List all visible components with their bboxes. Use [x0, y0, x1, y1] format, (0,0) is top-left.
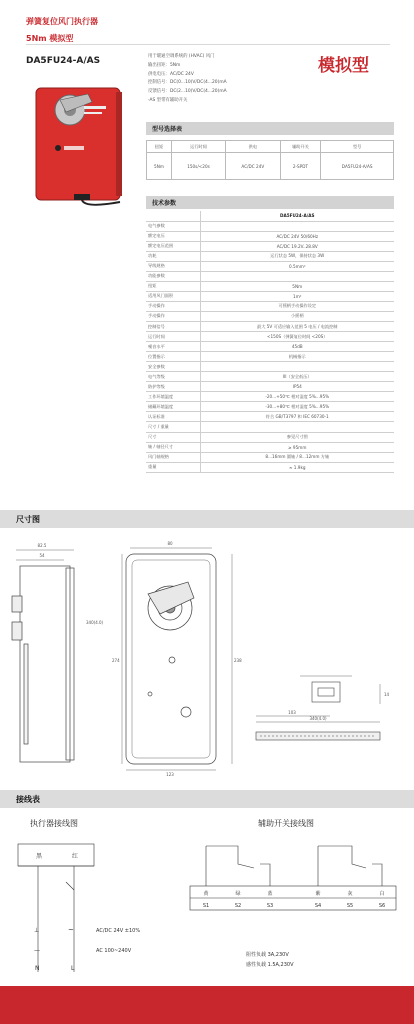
spec-value: 0.5mm²: [200, 261, 394, 271]
spec-key: [146, 211, 200, 221]
spec-value: IP54: [200, 382, 394, 392]
specs-table: [146, 211, 394, 473]
spec-key: 功耗: [146, 251, 200, 261]
spec-key: 额定电压范围: [146, 241, 200, 251]
spec-value: -20...+50℃ 相对湿度 5%...95%: [200, 392, 394, 402]
spec-key: 工作环境温度: [146, 392, 200, 402]
spec-key: 重量: [146, 462, 200, 472]
supply-230v-label: AC 100~240V: [96, 948, 132, 954]
spec-key: 额定电压: [146, 231, 200, 241]
table-row: [146, 281, 394, 291]
table-row: [146, 422, 394, 432]
description-line: -AS 型带有辅助开关: [148, 97, 188, 103]
spec-value: 1m²: [200, 291, 394, 301]
dim-label: 80: [167, 541, 173, 546]
spec-value: 8...16mm 圆轴 / 8...12mm 方轴: [200, 452, 394, 462]
table-header-cell: 供电: [226, 141, 281, 153]
side-view-drawing: [12, 550, 74, 762]
specs-header: [146, 196, 394, 209]
spec-value: [200, 422, 394, 432]
page-title: 弹簧复位风门执行器: [26, 17, 98, 26]
spec-key: 储藏环境温度: [146, 402, 200, 412]
table-header-cell: 扭矩: [147, 141, 172, 153]
wiring-title: 接线表: [16, 795, 40, 804]
spec-key: 风门轴规格: [146, 452, 200, 462]
switch-terminal: S4: [314, 903, 322, 909]
switch-terminal: S2: [234, 903, 242, 909]
ground-symbol: ⊥: [34, 927, 40, 934]
rating-line: 感性负载 1.5A,230V: [246, 962, 294, 968]
switch-wire-color: 紫: [315, 891, 321, 897]
neutral-label: N: [35, 965, 40, 972]
spec-key: 安全参数: [146, 362, 200, 372]
wire-color: 红: [72, 853, 79, 860]
dim-label: 238: [234, 658, 242, 663]
table-row: [146, 251, 394, 261]
table-cell: 5Nm: [147, 153, 172, 180]
dimensions-title: 尺寸图: [16, 515, 40, 524]
switch-terminal-cells: [203, 890, 385, 909]
dim-label: 123: [166, 772, 174, 777]
dim-label: 340(4.0): [86, 620, 104, 625]
spec-key: 电气等级: [146, 372, 200, 382]
table-row: [146, 362, 394, 372]
spec-key: 尺寸 / 重量: [146, 422, 200, 432]
table-cell: AC/DC 24V: [226, 153, 281, 180]
spec-key: 手动操作: [146, 311, 200, 321]
switch-wire-color: 白: [379, 891, 385, 897]
table-header-row: [147, 141, 394, 153]
table-row: [146, 261, 394, 271]
table-cell: 2-SPDT: [280, 153, 321, 180]
spec-key: 尺寸: [146, 432, 200, 442]
page-subtitle: 5Nm 模拟型: [26, 34, 74, 43]
dim-label: 274: [112, 658, 120, 663]
table-row: [146, 452, 394, 462]
spec-key: 防护等级: [146, 382, 200, 392]
description-line: 用于暖通空调系统的 (HVAC) 风门: [148, 54, 215, 59]
dimension-drawing: [0, 534, 414, 784]
switch-wiring-title: 辅助开关接线图: [258, 819, 314, 828]
spec-value: 参见尺寸图: [200, 432, 394, 442]
actuator-photo: [28, 82, 136, 208]
spec-key: 位置指示: [146, 352, 200, 362]
spec-value: 小摇柄: [200, 311, 394, 321]
table-header-cell: 辅助开关: [280, 141, 321, 153]
table-cell: 150s/<20s: [171, 153, 225, 180]
spec-value: [200, 362, 394, 372]
spec-value: 可摇柄手动操作设定: [200, 301, 394, 311]
selection-title: 型号选择表: [152, 126, 183, 133]
spec-value: 机械指示: [200, 352, 394, 362]
wire-color: 黑: [36, 853, 43, 860]
table-row: [146, 402, 394, 412]
spec-key: 电气参数: [146, 221, 200, 231]
spec-value: 符合 GB/T3797 和 IEC 60730-1: [200, 412, 394, 422]
dim-label: 14: [384, 692, 390, 697]
live-label: L: [71, 965, 75, 972]
dim-label: 54: [39, 553, 45, 558]
spec-value: 45dB: [200, 342, 394, 352]
table-header-cell: 运行时间: [171, 141, 225, 153]
table-row: [146, 311, 394, 321]
selection-table: [146, 140, 394, 180]
spec-key: 轴 / 轴径尺寸: [146, 442, 200, 452]
table-row: [146, 301, 394, 311]
table-row: [146, 231, 394, 241]
switch-wire-color: 黄: [203, 891, 209, 897]
actuator-wiring-drawing: [18, 844, 94, 972]
table-row: [146, 412, 394, 422]
spec-value: 运行状态 5W，保持状态 3W: [200, 251, 394, 261]
table-row: [146, 352, 394, 362]
table-row: [146, 221, 394, 231]
spec-key: 适用风门面积: [146, 291, 200, 301]
footer-band: [0, 986, 414, 1024]
spec-key: 运行时间: [146, 332, 200, 342]
description-line: 供电电压：AC/DC 24V: [148, 71, 194, 77]
selection-header: [146, 122, 394, 135]
product-description: [148, 53, 308, 106]
spec-key: 噪音水平: [146, 342, 200, 352]
specs-title: 技术参数: [152, 200, 177, 207]
spec-key: 功能参数: [146, 271, 200, 281]
spec-key: 控制信号: [146, 322, 200, 332]
dim-label: 103: [288, 710, 296, 715]
table-row: [146, 462, 394, 472]
dim-label: 340(4.0): [309, 716, 327, 721]
table-row: [146, 442, 394, 452]
spec-value: AC/DC 19.2V..28.8V: [200, 241, 394, 251]
ac-symbol: ~: [68, 926, 74, 934]
switch-terminal: S1: [202, 903, 210, 909]
switch-wire-color: 灰: [347, 891, 353, 897]
divider: [26, 44, 390, 45]
spec-value: III（安全低压）: [200, 372, 394, 382]
switch-wiring-drawing: [190, 846, 396, 910]
table-row: [146, 291, 394, 301]
switch-wire-color: 绿: [235, 891, 241, 897]
spec-key: 导线规格: [146, 261, 200, 271]
switch-terminal: S3: [266, 903, 274, 909]
dim-label: 82.5: [37, 543, 47, 548]
actuator-wiring-title: 执行器接线图: [30, 819, 78, 828]
table-row: [146, 392, 394, 402]
front-view-drawing: [122, 548, 232, 770]
switch-terminal: S6: [378, 903, 386, 909]
spec-value: [200, 271, 394, 281]
spec-value: -30...+80℃ 相对湿度 5%...95%: [200, 402, 394, 412]
table-cell: DA5FU24-A/AS: [321, 153, 394, 180]
spec-value: [200, 221, 394, 231]
model-number: DA5FU24-A/AS: [26, 56, 101, 66]
switch-wire-color: 蓝: [267, 891, 273, 897]
spec-key: 认证标准: [146, 412, 200, 422]
spec-value: ≈ 1.9kg: [200, 462, 394, 472]
wiring-diagram: [0, 806, 414, 986]
spec-key: 扭矩: [146, 281, 200, 291]
description-line: 输出扭矩：5Nm: [148, 62, 181, 68]
spec-value: ≥ 95mm: [200, 442, 394, 452]
table-row: [146, 382, 394, 392]
specs-head-row: [146, 211, 394, 221]
spec-value: 5Nm: [200, 281, 394, 291]
spec-key: 手动操作: [146, 301, 200, 311]
spec-model: DA5FU24-A/AS: [200, 211, 394, 221]
table-row: [146, 241, 394, 251]
type-badge: 模拟型: [318, 56, 369, 76]
table-header-cell: 型号: [321, 141, 394, 153]
table-row: [146, 432, 394, 442]
ground-symbol: —: [34, 947, 40, 954]
spec-value: <150S（弹簧复位时间 <20S）: [200, 332, 394, 342]
description-line: 反馈信号：DC(2...10)V/DC(4...20)mA: [148, 89, 227, 95]
table-row: [146, 332, 394, 342]
spec-value: 最大 5V 可适应输入范围 5 电压 / 电流控制: [200, 322, 394, 332]
bracket-drawing: [256, 676, 380, 740]
table-row: [146, 372, 394, 382]
switch-terminal: S5: [346, 903, 354, 909]
spec-value: AC/DC 24V 50/60Hz: [200, 231, 394, 241]
supply-24v-label: AC/DC 24V ±10%: [96, 928, 141, 934]
table-row: [146, 271, 394, 281]
description-line: 控制信号：DC(0...10)V/DC(4...20)mA: [148, 80, 227, 86]
dimensions-band: [0, 510, 414, 528]
rating-line: 阻性负载 3A,230V: [246, 952, 289, 958]
table-row: [147, 153, 394, 180]
table-row: [146, 322, 394, 332]
table-row: [146, 342, 394, 352]
